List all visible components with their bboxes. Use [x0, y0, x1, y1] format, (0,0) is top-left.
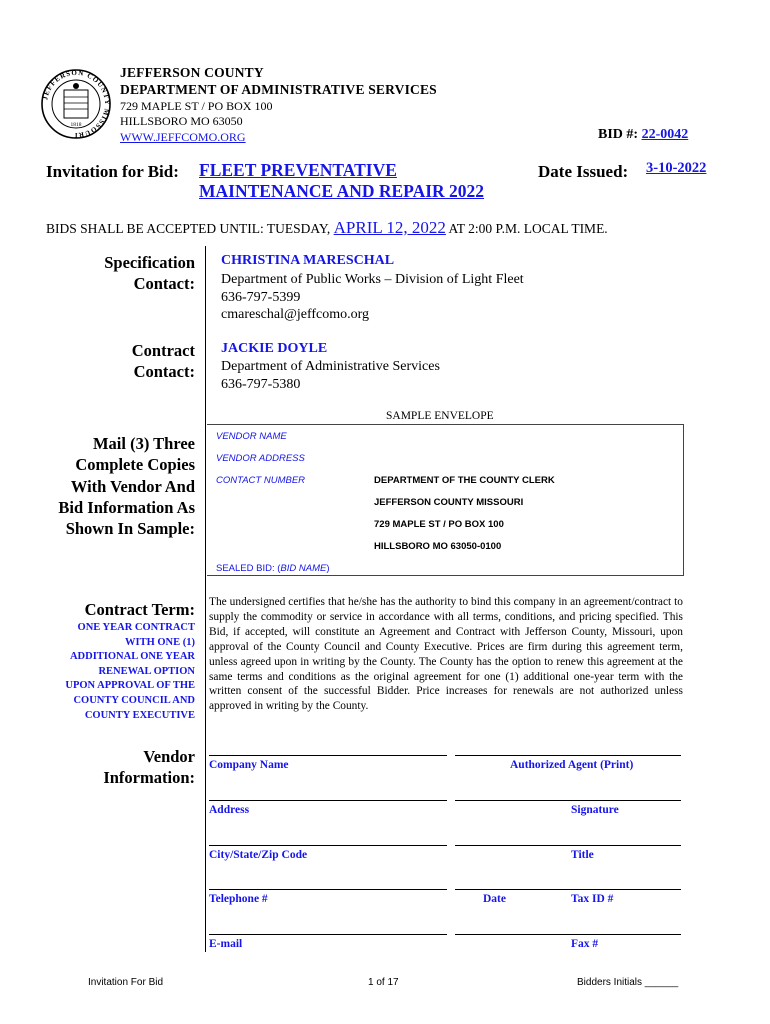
- company-name-field[interactable]: [209, 755, 447, 756]
- sealed-bid-name: BID NAME: [280, 563, 327, 574]
- spec-contact-name: CHRISTINA MARESCHAL: [221, 253, 395, 268]
- invitation-label: Invitation for Bid:: [46, 162, 179, 181]
- contract-contact-label-line-1: Contract: [131, 341, 195, 360]
- contract-term-label: Contract Term:: [84, 600, 195, 619]
- contract-term-line: RENEWAL OPTION: [98, 665, 195, 677]
- signature-field[interactable]: [455, 800, 681, 801]
- org-name: JEFFERSON COUNTY: [120, 65, 264, 80]
- authorized-agent-label: Authorized Agent (Print): [510, 759, 634, 771]
- spec-contact-email[interactable]: cmareschal@jeffcomo.org: [221, 307, 370, 322]
- contract-term-text: [45, 621, 195, 723]
- envelope-vendor-address: VENDOR ADDRESS: [216, 453, 305, 464]
- vendor-label-line-2: Information:: [103, 768, 195, 787]
- mail-instructions-label: [58, 433, 195, 539]
- department-name: DEPARTMENT OF ADMINISTRATIVE SERVICES: [120, 82, 437, 97]
- sealed-bid-prefix: SEALED BID: (: [216, 563, 281, 574]
- date-tax-id-field[interactable]: [455, 889, 681, 890]
- mail-label-line: Mail (3) Three: [92, 434, 195, 453]
- envelope-sealed-bid: [216, 563, 330, 574]
- signature-label: Signature: [571, 804, 619, 816]
- seal-text: JEFFERSON COUNTY MISSOURI: [41, 68, 112, 140]
- bid-deadline: [46, 218, 608, 238]
- contract-term-line: COUNTY COUNCIL AND: [73, 694, 195, 706]
- spec-contact-dept: Department of Public Works – Division of Light Fleet: [221, 272, 524, 287]
- address-line-2: HILLSBORO MO 63050: [120, 114, 243, 128]
- spec-contact-label-line-2: Contact:: [133, 274, 195, 293]
- spec-contact-label-line-1: Specification: [104, 253, 195, 272]
- footer-doc-name: Invitation For Bid: [88, 977, 164, 988]
- address-label: Address: [209, 804, 250, 816]
- footer-bidders-initials: Bidders Initials ______: [577, 977, 679, 988]
- contract-contact-phone: 636-797-5380: [221, 376, 301, 392]
- invitation-title: [199, 160, 529, 202]
- contract-contact-info: [221, 358, 440, 393]
- fax-label: Fax #: [571, 938, 599, 950]
- certification-text: The undersigned certifies that he/she has the authority to bind this company in an agreement/contract to supply the commodity or service in accordance with all terms, conditions, and pricing specified. This Bid, if accepted, will constitute an Agreement and Contract with Jefferson County, Missouri, upon approval of the County Council and County Executive. Prices are firm during this agreement term, unless agreed upon in writing by the County. The County has the option to renew this agreement at the same terms and conditions as the original agreement for one (1) additional one-year term with the written consent of the successful Bidder. Price increases for renewals are not authorized unless approved in writing by the County.: [209, 596, 683, 713]
- telephone-label: Telephone #: [209, 893, 268, 905]
- mail-label-line: Bid Information As: [58, 497, 195, 517]
- date-issued-label: Date Issued:: [538, 162, 629, 181]
- envelope-to-line-1: DEPARTMENT OF THE COUNTY CLERK: [374, 475, 555, 486]
- title-field[interactable]: [455, 845, 681, 846]
- invitation-title-line-2: MAINTENANCE AND REPAIR 2022: [199, 181, 485, 201]
- date-label: Date: [483, 893, 506, 905]
- date-issued-value: 3-10-2022: [646, 160, 707, 176]
- mail-label-line: Shown In Sample:: [65, 519, 195, 539]
- city-state-zip-field[interactable]: [209, 845, 447, 846]
- tax-id-label: Tax ID #: [571, 893, 614, 905]
- mail-label-line: Complete Copies: [75, 455, 195, 475]
- contract-contact-label-line-2: Contact:: [133, 362, 195, 381]
- website-link[interactable]: WWW.JEFFCOMO.ORG: [120, 130, 246, 144]
- telephone-field[interactable]: [209, 889, 447, 890]
- fax-field[interactable]: [455, 934, 681, 935]
- city-state-zip-label: City/State/Zip Code: [209, 849, 308, 861]
- email-label: E-mail: [209, 938, 243, 950]
- deadline-date: APRIL 12, 2022: [333, 218, 446, 237]
- spec-contact-label: [104, 252, 195, 294]
- bid-number-value: 22-0042: [641, 127, 689, 142]
- vendor-info-label: [103, 746, 195, 788]
- contract-contact-label: [132, 340, 195, 382]
- envelope-to-line-4: HILLSBORO MO 63050-0100: [374, 541, 502, 552]
- address-line-1: 729 MAPLE ST / PO BOX 100: [120, 99, 273, 113]
- company-name-label: Company Name: [209, 759, 289, 771]
- section-divider: [205, 246, 206, 952]
- spec-contact-info: [221, 271, 524, 324]
- bid-number-label: BID #:: [598, 127, 639, 142]
- contract-term-line: COUNTY EXECUTIVE: [84, 709, 195, 721]
- sample-envelope-caption: SAMPLE ENVELOPE: [386, 410, 494, 422]
- contract-term-line: WITH ONE (1): [124, 636, 195, 648]
- envelope-to-line-2: JEFFERSON COUNTY MISSOURI: [374, 497, 524, 508]
- seal-year: 1818: [70, 122, 82, 128]
- contract-term-line: ONE YEAR CONTRACT: [77, 622, 195, 633]
- footer-page-number: 1 of 17: [368, 977, 399, 988]
- mail-label-line: With Vendor And: [70, 476, 195, 496]
- envelope-vendor-name: VENDOR NAME: [216, 431, 287, 442]
- contract-term-line: ADDITIONAL ONE YEAR: [69, 651, 195, 663]
- org-block: [120, 64, 437, 98]
- envelope-contact-number: CONTACT NUMBER: [216, 475, 306, 486]
- county-seal-logo: [40, 68, 112, 140]
- contract-contact-name: JACKIE DOYLE: [221, 341, 328, 356]
- invitation-title-line-1: FLEET PREVENTATIVE: [199, 160, 397, 180]
- sealed-bid-end: ): [326, 563, 330, 574]
- vendor-label-line-1: Vendor: [143, 747, 195, 766]
- deadline-prefix: BIDS SHALL BE ACCEPTED UNTIL: TUESDAY,: [46, 221, 331, 236]
- org-address: [120, 99, 272, 129]
- bid-number: [598, 127, 688, 143]
- contract-contact-dept: Department of Administrative Services: [221, 359, 440, 374]
- email-field[interactable]: [209, 934, 447, 935]
- deadline-suffix: AT 2:00 P.M. LOCAL TIME.: [448, 221, 608, 236]
- spec-contact-phone: 636-797-5399: [221, 289, 301, 305]
- address-field[interactable]: [209, 800, 447, 801]
- title-label: Title: [571, 849, 594, 861]
- contract-term-line: UPON APPROVAL OF THE: [65, 680, 195, 692]
- authorized-agent-field[interactable]: [455, 755, 681, 756]
- envelope-to-line-3: 729 MAPLE ST / PO BOX 100: [374, 519, 504, 530]
